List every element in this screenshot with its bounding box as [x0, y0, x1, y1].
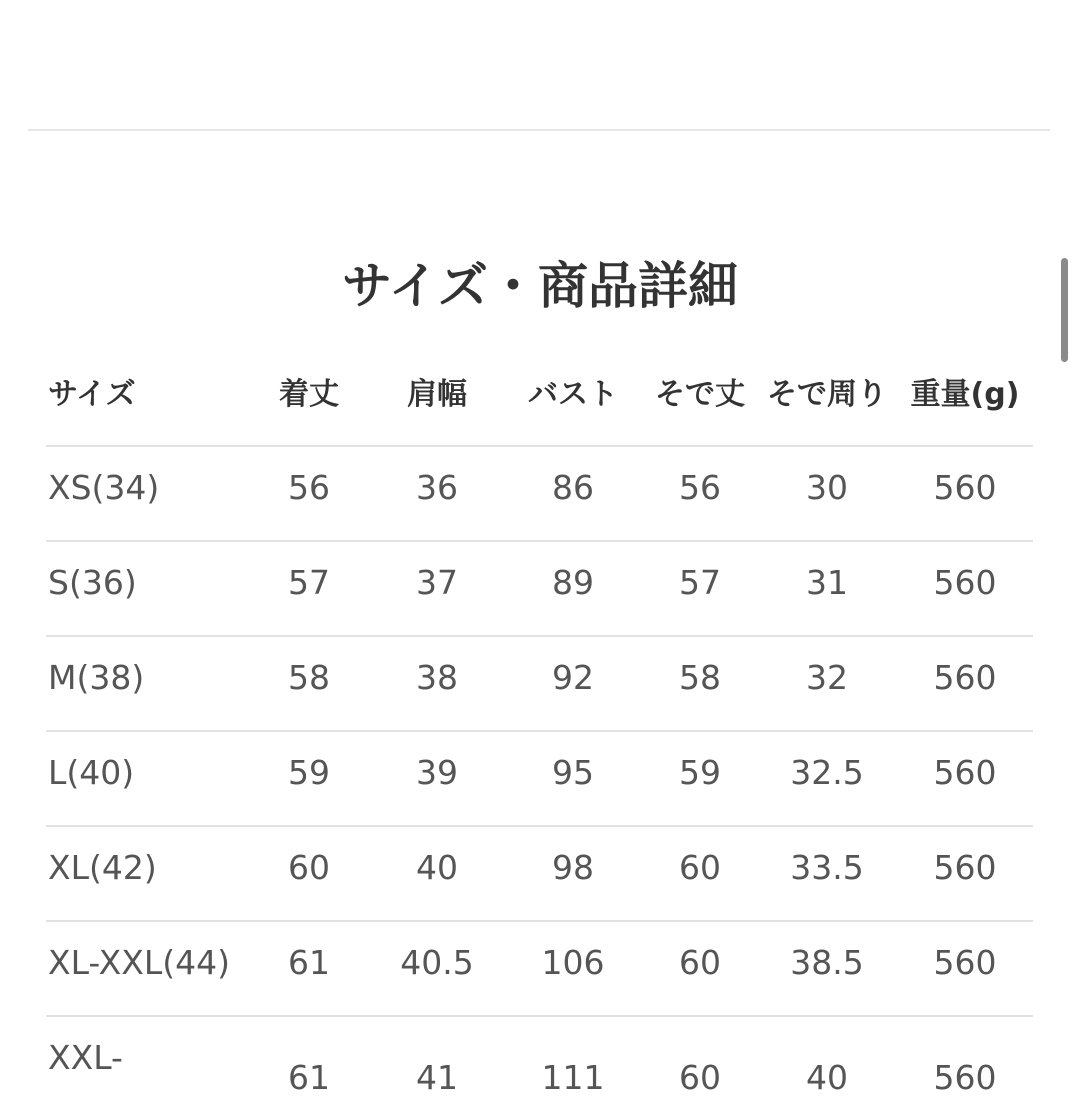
- table-cell: 57: [288, 563, 330, 602]
- table-cell: 560: [933, 563, 997, 602]
- row-divider: [46, 540, 1033, 542]
- table-cell: 60: [679, 1058, 721, 1097]
- table-cell: 40: [416, 848, 458, 887]
- table-cell: M(38): [48, 658, 145, 697]
- table-cell: 92: [552, 658, 594, 697]
- page-title: サイズ・商品詳細: [342, 257, 738, 315]
- row-divider: [46, 730, 1033, 732]
- row-divider: [46, 1015, 1033, 1017]
- table-cell: 106: [541, 943, 605, 982]
- row-divider: [46, 920, 1033, 922]
- column-header: サイズ: [48, 377, 136, 412]
- table-cell: 98: [552, 848, 594, 887]
- table-cell: 560: [933, 468, 997, 507]
- row-divider: [46, 825, 1033, 827]
- table-cell: 31: [806, 563, 848, 602]
- table-cell: 59: [288, 753, 330, 792]
- top-divider: [28, 129, 1050, 131]
- table-cell: XS(34): [48, 468, 160, 507]
- table-cell: 60: [288, 848, 330, 887]
- table-cell: 39: [416, 753, 458, 792]
- table-cell: 560: [933, 1058, 997, 1097]
- table-cell: S(36): [48, 563, 137, 602]
- table-cell: 560: [933, 658, 997, 697]
- table-cell: 37: [416, 563, 458, 602]
- table-cell: 61: [288, 943, 330, 982]
- table-cell: 56: [288, 468, 330, 507]
- column-header: 着丈: [279, 377, 339, 412]
- table-cell: 57: [679, 563, 721, 602]
- row-divider: [46, 445, 1033, 447]
- scrollbar[interactable]: [1061, 258, 1068, 362]
- table-cell: XL-XXL(44): [48, 943, 231, 982]
- table-cell: 32: [806, 658, 848, 697]
- table-cell: 59: [679, 753, 721, 792]
- table-cell: 40.5: [400, 943, 474, 982]
- table-cell: 61: [288, 1058, 330, 1097]
- table-cell: 60: [679, 848, 721, 887]
- table-cell: 38.5: [790, 943, 864, 982]
- table-cell: 89: [552, 563, 594, 602]
- column-header: 肩幅: [407, 377, 467, 412]
- table-cell: 33.5: [790, 848, 864, 887]
- table-cell: 58: [679, 658, 721, 697]
- table-cell: 32.5: [790, 753, 864, 792]
- table-cell: 86: [552, 468, 594, 507]
- table-cell: 111: [541, 1058, 605, 1097]
- row-divider: [46, 635, 1033, 637]
- table-cell: 560: [933, 943, 997, 982]
- table-cell: 40: [806, 1058, 848, 1097]
- table-cell: 95: [552, 753, 594, 792]
- table-cell: L(40): [48, 753, 135, 792]
- table-cell: XXL-: [48, 1038, 123, 1077]
- table-cell: 38: [416, 658, 458, 697]
- table-cell: 41: [416, 1058, 458, 1097]
- column-header: バスト: [528, 377, 618, 412]
- table-cell: 30: [806, 468, 848, 507]
- table-cell: 36: [416, 468, 458, 507]
- table-cell: 56: [679, 468, 721, 507]
- table-cell: XL(42): [48, 848, 157, 887]
- column-header: 重量(g): [910, 377, 1020, 412]
- table-cell: 58: [288, 658, 330, 697]
- table-cell: 60: [679, 943, 721, 982]
- table-cell: 560: [933, 753, 997, 792]
- column-header: そで丈: [655, 377, 745, 412]
- table-cell: 560: [933, 848, 997, 887]
- column-header: そで周り: [767, 377, 887, 412]
